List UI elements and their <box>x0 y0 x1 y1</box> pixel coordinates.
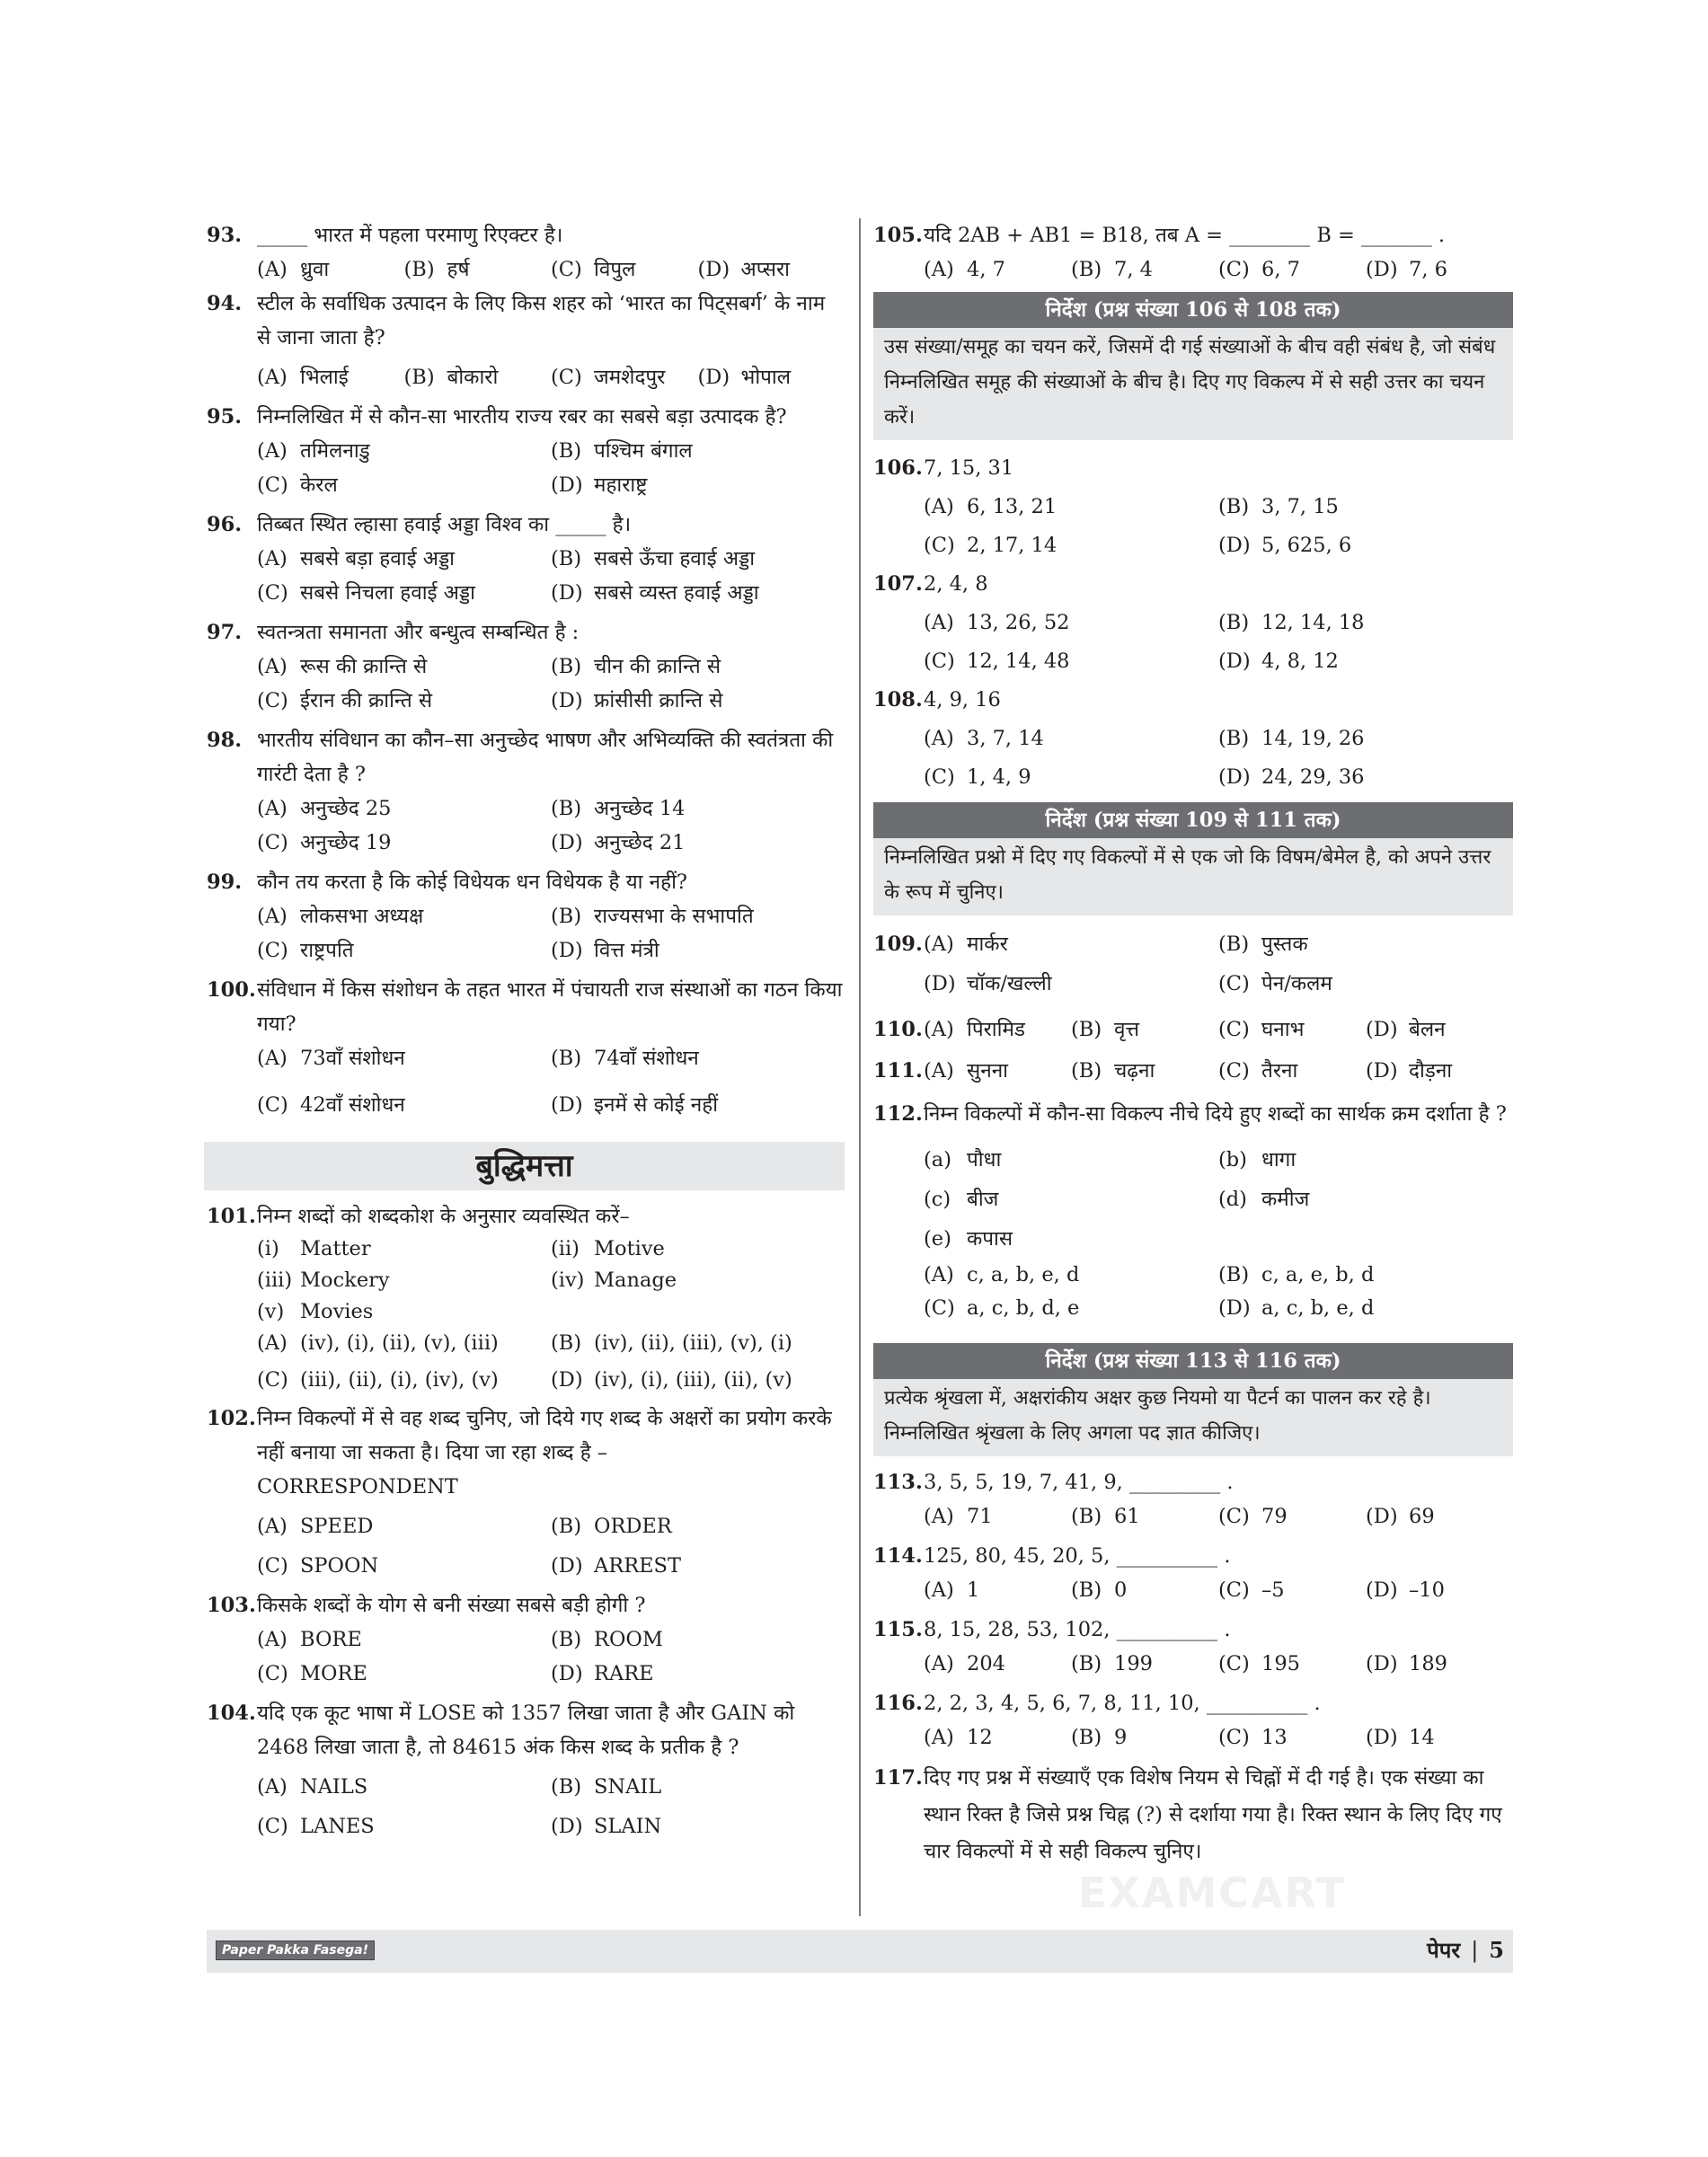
option-a: (A) 1 <box>924 1578 980 1602</box>
question-number: 113. <box>873 1471 923 1494</box>
option-b: (B) अनुच्छेद 14 <box>551 797 686 820</box>
option-c: (C) LANES <box>257 1815 375 1838</box>
question-text: निम्न विकल्पों में कौन-सा विकल्प नीचे दिये हुए शब्दों का सार्थक क्रम दर्शाता है ? <box>924 1102 1507 1126</box>
option-c: (C) तैरना <box>1218 1059 1298 1083</box>
question-101 <box>207 1199 845 1396</box>
option-a: (A) 4, 7 <box>924 258 1005 281</box>
option-a: (A) 204 <box>924 1652 1005 1675</box>
direction-text: निम्नलिखित प्रश्नो में दिए गए विकल्पों में से एक जो कि विषम/बेमेल है, को अपने उत्तर के रूप में चुनिए। <box>884 846 1491 904</box>
option-b: (B) 3, 7, 15 <box>1218 495 1339 518</box>
option-c: (C) 13 <box>1218 1726 1288 1749</box>
option-d: (D) 189 <box>1366 1652 1447 1675</box>
option-a: (A) सुनना <box>924 1059 1009 1083</box>
left-column <box>207 218 845 1843</box>
option-d: (D) 7, 6 <box>1366 258 1447 281</box>
item-b: (b) धागा <box>1218 1148 1296 1171</box>
given-word: CORRESPONDENT <box>257 1475 458 1498</box>
option-d: (D) दौड़ना <box>1366 1059 1453 1083</box>
item-a: (a) पौधा <box>924 1148 1002 1171</box>
option-c: (C) –5 <box>1218 1578 1285 1602</box>
option-c: (C) घनाभ <box>1218 1018 1305 1041</box>
option-c: (C) ईरान की क्रान्ति से <box>257 689 433 712</box>
question-text: यदि एक कूट भाषा में LOSE को 1357 लिखा जाता है और GAIN को 2468 लिखा जाता है, तो 84615 अंक किस शब्द के प्रतीक है ? <box>257 1702 795 1759</box>
option-a: (A) NAILS <box>257 1775 368 1799</box>
question-number: 104. <box>207 1702 256 1725</box>
option-d: (D) सबसे व्यस्त हवाई अड्डा <box>551 581 759 605</box>
option-b: (B) 74वाँ संशोधन <box>551 1047 699 1070</box>
option-a: (A) लोकसभा अध्यक्ष <box>257 905 424 928</box>
question-text: निम्नलिखित में से कौन-सा भारतीय राज्य रबर का सबसे बड़ा उत्पादक है? <box>257 405 787 429</box>
option-d: (D) चॉक/खल्ली <box>924 972 1052 995</box>
option-c: (C) पेन/कलम <box>1218 972 1332 995</box>
option-a: (A) रूस की क्रान्ति से <box>257 655 428 678</box>
option-b: (B) 9 <box>1071 1726 1128 1749</box>
option-a: (A) 73वाँ संशोधन <box>257 1047 405 1070</box>
right-column <box>873 218 1513 1870</box>
question-110 <box>873 1009 1513 1050</box>
question-98 <box>207 723 845 860</box>
item-iii: (iii) Mockery <box>257 1269 390 1292</box>
question-text: 7, 15, 31 <box>924 456 1014 480</box>
option-a: (A) c, a, b, e, d <box>924 1263 1080 1286</box>
question-number: 115. <box>873 1618 923 1641</box>
option-b: (B) 61 <box>1071 1505 1140 1528</box>
option-b: (B) राज्यसभा के सभापति <box>551 905 754 928</box>
question-95 <box>207 400 845 502</box>
option-d: (D) ARREST <box>551 1554 681 1578</box>
option-c: (C) जमशेदपुर <box>551 366 666 389</box>
question-text: दिए गए प्रश्न में संख्याएँ एक विशेष नियम से चिह्नों में दी गई है। एक संख्या का स्थान रिक्त है जिसे प्रश्न चिह्न (?) से दर्शाया गया है। रिक्त स्थान के लिए दिए गए चार विकल्पों में से सही विकल्प चुनिए। <box>924 1766 1502 1863</box>
question-text: भारतीय संविधान का कौन–सा अनुच्छेद भाषण और अभिव्यक्ति की स्वतंत्रता की गारंटी देता है ? <box>257 729 834 786</box>
option-d: (D) बेलन <box>1366 1018 1446 1041</box>
question-number: 99. <box>207 871 243 894</box>
option-d: (D) 5, 625, 6 <box>1218 534 1352 557</box>
question-112 <box>873 1097 1513 1325</box>
direction-box-109-111 <box>873 802 1513 915</box>
option-c: (C) MORE <box>257 1662 367 1685</box>
option-a: (A) (iv), (i), (ii), (v), (iii) <box>257 1331 499 1355</box>
question-text: 8, 15, 28, 53, 102, __________ . <box>924 1618 1231 1641</box>
question-number: 100. <box>207 978 256 1002</box>
option-b: (B) ORDER <box>551 1515 672 1538</box>
column-divider <box>859 218 861 1916</box>
option-b: (B) 12, 14, 18 <box>1218 611 1365 634</box>
question-text: किसके शब्दों के योग से बनी संख्या सबसे बड़ी होगी ? <box>257 1594 646 1617</box>
option-a: (A) BORE <box>257 1628 362 1651</box>
option-c: (C) 42वाँ संशोधन <box>257 1093 405 1117</box>
option-c: (C) केरल <box>257 473 338 497</box>
option-d: (D) 24, 29, 36 <box>1218 765 1365 789</box>
option-b: (B) पुस्तक <box>1218 933 1308 956</box>
option-d: (D) a, c, b, e, d <box>1218 1296 1375 1320</box>
question-104 <box>207 1696 845 1843</box>
option-c: (C) 2, 17, 14 <box>924 534 1058 557</box>
option-c: (C) 79 <box>1218 1505 1288 1528</box>
option-b: (B) सबसे ऊँचा हवाई अड्डा <box>551 547 756 570</box>
question-number: 105. <box>873 224 923 247</box>
item-ii: (ii) Motive <box>551 1237 665 1260</box>
question-99 <box>207 865 845 968</box>
question-number: 106. <box>873 456 923 480</box>
direction-heading: निर्देश (प्रश्न संख्या 109 से 111 तक) <box>873 802 1513 838</box>
option-d: (D) महाराष्ट्र <box>551 473 648 497</box>
question-number: 98. <box>207 729 243 752</box>
option-d: (D) SLAIN <box>551 1815 662 1838</box>
question-number: 112. <box>873 1102 923 1126</box>
option-d: (D) इनमें से कोई नहीं <box>551 1093 719 1117</box>
item-v: (v) Movies <box>257 1300 374 1323</box>
question-number: 109. <box>873 933 923 956</box>
option-c: (C) 1, 4, 9 <box>924 765 1031 789</box>
option-b: (B) वृत्त <box>1071 1018 1140 1041</box>
option-c: (C) (iii), (ii), (i), (iv), (v) <box>257 1368 499 1392</box>
option-a: (A) पिरामिड <box>924 1018 1025 1041</box>
option-c: (C) राष्ट्रपति <box>257 939 354 962</box>
item-e: (e) कपास <box>924 1227 1013 1251</box>
option-a: (A) ध्रुवा <box>257 258 330 281</box>
question-text: स्टील के सर्वाधिक उत्पादन के लिए किस शहर को ‘भारत का पिट्सबर्ग’ के नाम से जाना जाता है? <box>257 292 826 349</box>
question-number: 97. <box>207 621 243 644</box>
option-b: (B) 199 <box>1071 1652 1153 1675</box>
option-d: (D) फ्रांसीसी क्रान्ति से <box>551 689 723 712</box>
section-title: बुद्धिमत्ता <box>204 1142 845 1190</box>
option-c: (C) 195 <box>1218 1652 1300 1675</box>
option-c: (C) a, c, b, d, e <box>924 1296 1080 1320</box>
option-a: (A) 3, 7, 14 <box>924 727 1044 750</box>
question-text: 4, 9, 16 <box>924 688 1001 712</box>
question-94 <box>207 287 845 394</box>
page-number <box>1427 1935 1504 1965</box>
option-b: (B) बोकारो <box>403 366 499 389</box>
question-114 <box>873 1539 1513 1607</box>
question-number: 95. <box>207 405 243 429</box>
option-d: (D) अप्सरा <box>697 258 790 281</box>
option-b: (B) हर्ष <box>403 258 470 281</box>
option-a: (A) 13, 26, 52 <box>924 611 1070 634</box>
option-a: (A) 12 <box>924 1726 993 1749</box>
question-107 <box>873 565 1513 681</box>
option-b: (B) चीन की क्रान्ति से <box>551 655 721 678</box>
question-100 <box>207 973 845 1122</box>
question-text: कौन तय करता है कि कोई विधेयक धन विधेयक है या नहीं? <box>257 871 687 894</box>
question-number: 110. <box>873 1018 923 1041</box>
question-97 <box>207 615 845 718</box>
option-a: (A) भिलाई <box>257 366 349 389</box>
direction-box-113-116 <box>873 1343 1513 1456</box>
option-a: (A) SPEED <box>257 1515 374 1538</box>
option-b: (B) ROOM <box>551 1628 663 1651</box>
question-number: 108. <box>873 688 923 712</box>
question-number: 101. <box>207 1205 256 1228</box>
item-iv: (iv) Manage <box>551 1269 677 1292</box>
question-text: निम्न विकल्पों में से वह शब्द चुनिए, जो दिये गए शब्द के अक्षरों का प्रयोग करके नहीं बनाया जा सकता है। दिया जा रहा शब्द है – <box>257 1407 832 1464</box>
option-a: (A) सबसे बड़ा हवाई अड्डा <box>257 547 455 570</box>
option-c: (C) 12, 14, 48 <box>924 650 1070 673</box>
item-d: (d) कमीज <box>1218 1188 1310 1211</box>
option-b: (B) SNAIL <box>551 1775 662 1799</box>
question-113 <box>873 1465 1513 1534</box>
option-a: (A) अनुच्छेद 25 <box>257 797 392 820</box>
question-text: 125, 80, 45, 20, 5, __________ . <box>924 1544 1231 1568</box>
question-111 <box>873 1050 1513 1092</box>
question-number: 116. <box>873 1692 923 1715</box>
question-text: 2, 4, 8 <box>924 572 988 596</box>
question-number: 103. <box>207 1594 256 1617</box>
question-96 <box>207 508 845 610</box>
question-text: 2, 2, 3, 4, 5, 6, 7, 8, 11, 10, __________ . <box>924 1692 1321 1715</box>
footer-logo: Paper Pakka Fasega! <box>216 1940 375 1960</box>
question-number: 94. <box>207 292 243 315</box>
question-text: निम्न शब्दों को शब्दकोश के अनुसार व्यवस्थित करें– <box>257 1205 630 1228</box>
footer-label: पेपर <box>1427 1937 1461 1963</box>
option-b: (B) 0 <box>1071 1578 1128 1602</box>
question-103 <box>207 1588 845 1691</box>
question-116 <box>873 1686 1513 1755</box>
option-d: (D) 69 <box>1366 1505 1435 1528</box>
option-a: (A) 71 <box>924 1505 993 1528</box>
option-b: (B) चढ़ना <box>1071 1059 1155 1083</box>
question-text: 3, 5, 5, 19, 7, 41, 9, _________ . <box>924 1471 1234 1494</box>
question-text: स्वतन्त्रता समानता और बन्धुत्व सम्बन्धित है : <box>257 621 580 644</box>
direction-box-106-108 <box>873 292 1513 440</box>
direction-heading: निर्देश (प्रश्न संख्या 106 से 108 तक) <box>873 292 1513 328</box>
direction-text: उस संख्या/समूह का चयन करें, जिसमें दी गई संख्याओं के बीच वही संबंध है, जो संबंध निम्नलिखित समूह की संख्याओं के बीच है। दिए गए विकल्प में से सही उत्तर का चयन करें। <box>884 336 1496 429</box>
question-number: 114. <box>873 1544 923 1568</box>
question-text: संविधान में किस संशोधन के तहत भारत में पंचायती राज संस्थाओं का गठन किया गया? <box>257 978 843 1036</box>
option-c: (C) विपुल <box>551 258 636 281</box>
question-117 <box>873 1760 1513 1870</box>
question-105 <box>873 218 1513 287</box>
question-108 <box>873 681 1513 797</box>
question-115 <box>873 1613 1513 1681</box>
option-d: (D) भोपाल <box>697 366 792 389</box>
question-number: 96. <box>207 513 243 536</box>
question-number: 102. <box>207 1407 256 1430</box>
question-text: _____ भारत में पहला परमाणु रिएक्टर है। <box>257 224 563 247</box>
question-109 <box>873 924 1513 1003</box>
question-number: 111. <box>873 1059 923 1083</box>
option-d: (D) RARE <box>551 1662 654 1685</box>
question-text: यदि 2AB + AB1 = B18, तब A = ________ B = _______ . <box>924 224 1446 247</box>
question-number: 93. <box>207 224 243 247</box>
option-b: (B) (iv), (ii), (iii), (v), (i) <box>551 1331 792 1355</box>
question-106 <box>873 449 1513 565</box>
option-d: (D) 4, 8, 12 <box>1218 650 1339 673</box>
option-d: (D) वित्त मंत्री <box>551 939 659 962</box>
option-d: (D) (iv), (i), (iii), (ii), (v) <box>551 1368 792 1392</box>
footer-page-number: 5 <box>1489 1937 1504 1963</box>
option-b: (B) c, a, e, b, d <box>1218 1263 1375 1286</box>
item-i: (i) Matter <box>257 1237 371 1260</box>
watermark: EXAMCART <box>1078 1869 1347 1917</box>
option-c: (C) SPOON <box>257 1554 379 1578</box>
option-c: (C) अनुच्छेद 19 <box>257 831 392 854</box>
option-c: (C) सबसे निचला हवाई अड्डा <box>257 581 475 605</box>
option-b: (B) 14, 19, 26 <box>1218 727 1365 750</box>
option-a: (A) तमिलनाडु <box>257 439 370 463</box>
option-d: (D) 14 <box>1366 1726 1435 1749</box>
option-b: (B) 7, 4 <box>1071 258 1153 281</box>
option-d: (D) अनुच्छेद 21 <box>551 831 686 854</box>
option-a: (A) 6, 13, 21 <box>924 495 1058 518</box>
option-c: (C) 6, 7 <box>1218 258 1300 281</box>
direction-text: प्रत्येक श्रृंखला में, अक्षरांकीय अक्षर कुछ नियमो या पैटर्न का पालन कर रहे है। निम्नलिखित श्रृंखला के लिए अगला पद ज्ञात कीजिए। <box>884 1387 1431 1445</box>
question-102 <box>207 1401 845 1583</box>
question-number: 107. <box>873 572 923 596</box>
footer-separator: | <box>1471 1938 1479 1963</box>
option-a: (A) मार्कर <box>924 933 1008 956</box>
direction-heading: निर्देश (प्रश्न संख्या 113 से 116 तक) <box>873 1343 1513 1379</box>
question-93 <box>207 218 845 287</box>
question-text: तिब्बत स्थित ल्हासा हवाई अड्डा विश्व का _____ है। <box>257 513 632 536</box>
item-c: (c) बीज <box>924 1188 999 1211</box>
option-d: (D) –10 <box>1366 1578 1445 1602</box>
option-b: (B) पश्चिम बंगाल <box>551 439 693 463</box>
question-number: 117. <box>873 1766 923 1790</box>
page-footer <box>207 1930 1513 1973</box>
